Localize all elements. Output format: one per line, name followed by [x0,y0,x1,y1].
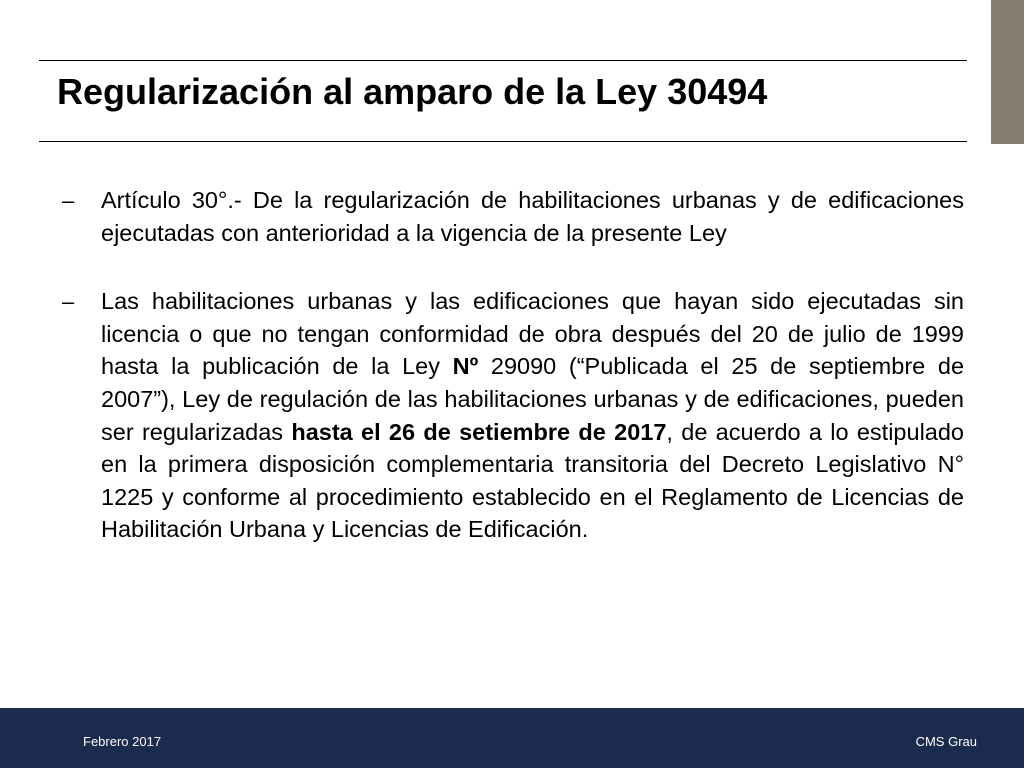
footer-bar [0,708,1024,768]
accent-bar [991,0,1024,144]
bullet-text-after: , de acuerdo a lo estipulado en la primera disposición complementaria transitoria del Decreto Legislativo N° 1225 y conforme al procedimiento establecido en el Reglamento de Licencias de Habilitación Urbana y Licencias de Edificación. [101,418,964,543]
law-number-prefix: Nº [452,353,479,380]
bullet-text-middle: 29090 (“Publicada el 25 de septiembre de 2007”), Ley de regulación de las habilitaciones urbanas y de edificaciones, pueden ser regularizadas [101,353,965,445]
bullet-text-before: Las habilitaciones urbanas y las edificaciones que hayan sido ejecutadas sin licencia o que no tengan conformidad de obra después del 20 de julio de 1999 hasta la publicación de la Ley [101,288,964,380]
dash-bullet-icon: – [62,188,75,213]
bullet-item-article-30 [62,184,964,249]
dash-bullet-icon: – [62,289,75,315]
title-top-rule [39,60,967,61]
bullet-text: Artículo 30°.- De la regularización de habilitaciones urbanas y de edificaciones ejecutadas con anterioridad a la vigencia de la presente Ley [101,187,964,246]
title-bottom-rule [39,141,967,142]
footer-date: Febrero 2017 [83,734,162,749]
slide-title: Regularización al amparo de la Ley 30494 [57,71,768,112]
footer-organization: CMS Grau [915,734,977,749]
bullet-text [101,285,964,546]
deadline-bold-text: hasta el 26 de setiembre de 2017 [291,418,667,445]
bullet-list [62,184,964,546]
bullet-item-regularization [62,285,964,546]
